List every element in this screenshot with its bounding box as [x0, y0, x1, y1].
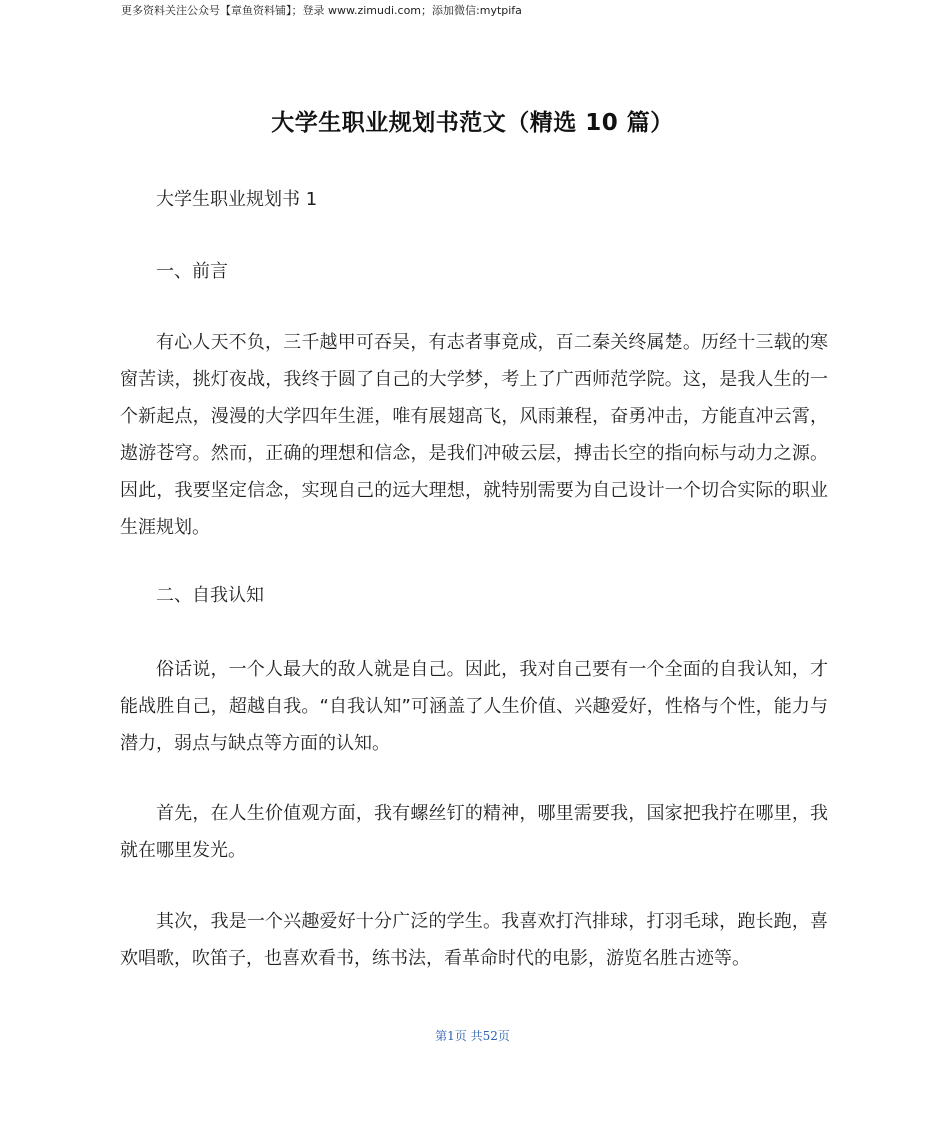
- section-title: 大学生职业规划书 1: [156, 189, 318, 210]
- paragraph-hobbies: 其次，我是一个兴趣爱好十分广泛的学生。我喜欢打汽排球，打羽毛球，跑长跑，喜欢唱歌，吹笛子，也喜欢看书，练书法，看革命时代的电影，游览名胜古迹等。: [120, 911, 828, 969]
- document-title: 大学生职业规划书范文（精选 10 篇）: [271, 110, 674, 136]
- page-number: 第1页 共52页: [435, 1029, 510, 1043]
- heading-preface: 一、前言: [156, 261, 228, 282]
- heading-self-awareness: 二、自我认知: [156, 585, 264, 606]
- paragraph-values: 首先，在人生价值观方面，我有螺丝钉的精神，哪里需要我，国家把我拧在哪里，我就在哪里发光。: [120, 803, 828, 861]
- paragraph-preface: 有心人天不负，三千越甲可吞吴，有志者事竟成，百二秦关终属楚。历经十三载的寒窗苦读，挑灯夜战，我终于圆了自己的大学梦，考上了广西师范学院。这，是我人生的一个新起点，漫漫的大学四年生涯，唯有展翅高飞，风雨兼程，奋勇冲击，方能直冲云霄，遨游苍穹。然而，正确的理想和信念，是我们冲破云层，搏击长空的指向标与动力之源。因此，我要坚定信念，实现自己的远大理想，就特别需要为自己设计一个切合实际的职业生涯规划。: [120, 332, 828, 538]
- paragraph-self-awareness-intro: 俗话说，一个人最大的敌人就是自己。因此，我对自己要有一个全面的自我认知，才能战胜自己，超越自我。“自我认知”可涵盖了人生价值、兴趣爱好，性格与个性，能力与潜力，弱点与缺点等方面的认知。: [120, 659, 828, 754]
- header-note: 更多资料关注公众号【章鱼资料铺】；登录 www.zimudi.com；添加微信:mytpifa: [121, 4, 522, 17]
